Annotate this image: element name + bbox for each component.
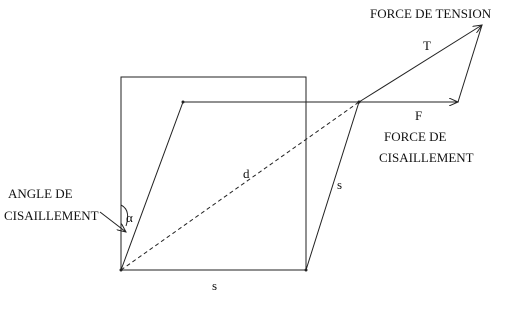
- force-triangle-side: [458, 25, 482, 102]
- shear-angle-label-line2: CISAILLEMENT: [4, 208, 99, 223]
- corner-dot: [358, 101, 361, 104]
- diagonal-line: [121, 102, 359, 270]
- side-label-bottom: s: [212, 278, 218, 293]
- tension-force-label: FORCE DE TENSION: [370, 6, 492, 21]
- tension-symbol: T: [423, 38, 431, 53]
- angle-pointer-arrow: [100, 212, 126, 232]
- side-label-right: s: [337, 177, 343, 192]
- tension-force-arrow: [359, 25, 482, 102]
- shear-angle-label-line1: ANGLE DE: [8, 186, 73, 201]
- shear-force-label-line2: CISAILLEMENT: [379, 150, 474, 165]
- corner-dot: [120, 269, 123, 272]
- shear-force-label-line1: FORCE DE: [384, 129, 447, 144]
- alpha-symbol: α: [126, 210, 133, 225]
- shear-force-symbol: F: [415, 108, 423, 123]
- corner-dot: [305, 269, 308, 272]
- original-square: [121, 77, 306, 270]
- diagonal-label: d: [243, 166, 250, 181]
- corner-dot: [182, 101, 185, 104]
